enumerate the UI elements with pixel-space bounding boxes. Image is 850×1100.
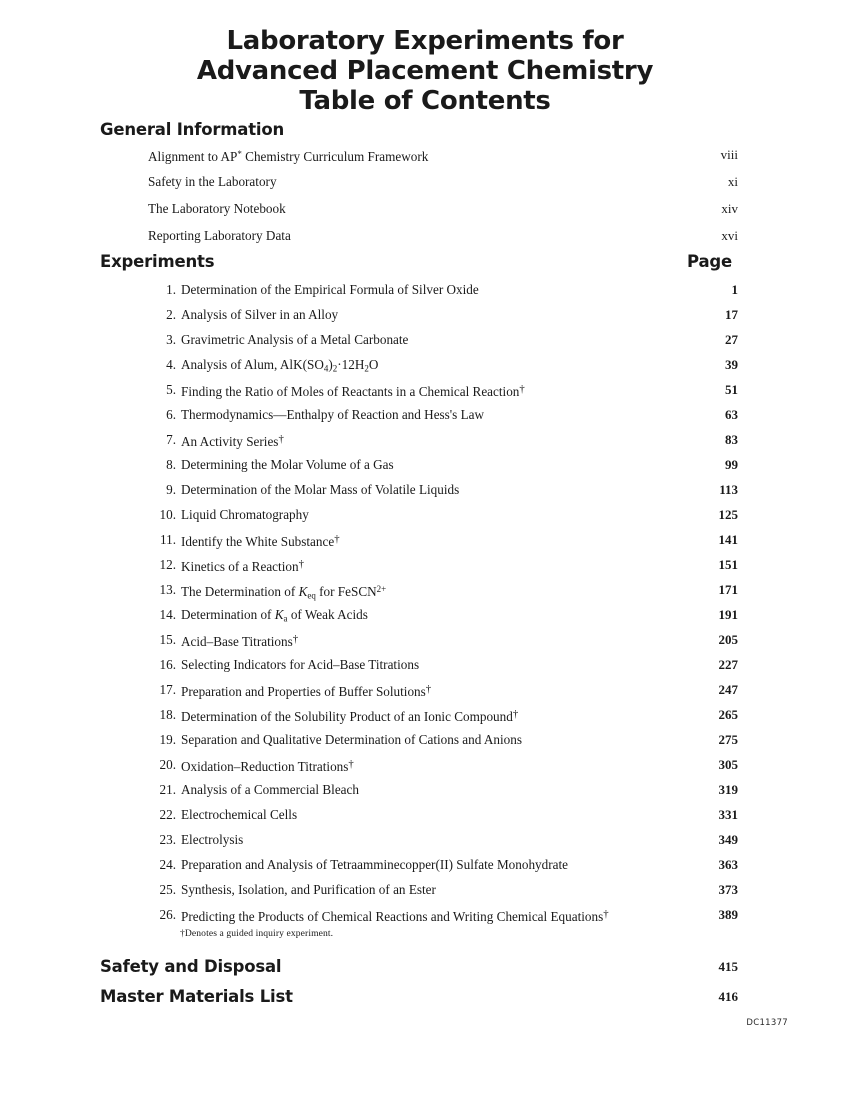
- experiment-number: 15.: [159, 632, 176, 647]
- experiment-page: 265: [718, 707, 738, 722]
- experiment-number: 12.: [159, 557, 176, 572]
- toc-entry-experiment[interactable]: [148, 456, 738, 473]
- section-heading-general-information: General Information: [100, 120, 285, 139]
- experiment-page: 331: [718, 807, 738, 822]
- experiment-page: 83: [725, 432, 738, 447]
- experiment-number: 22.: [159, 807, 176, 822]
- experiment-title: Kinetics of a Reaction†: [181, 558, 304, 575]
- toc-entry-general[interactable]: [148, 173, 738, 190]
- toc-entry-experiment[interactable]: [148, 481, 738, 498]
- experiment-page: 171: [718, 582, 738, 597]
- toc-entry-experiment[interactable]: [148, 881, 738, 898]
- experiment-number: 13.: [159, 582, 176, 597]
- toc-entry-experiment[interactable]: [148, 306, 738, 323]
- experiment-number: 19.: [159, 732, 176, 747]
- experiment-title: Gravimetric Analysis of a Metal Carbonate: [181, 332, 409, 347]
- experiment-number: 5.: [166, 382, 176, 397]
- toc-entry-general[interactable]: [148, 146, 738, 163]
- page-title: [0, 26, 850, 116]
- experiment-page: 151: [718, 557, 738, 572]
- toc-entry-experiment[interactable]: [148, 331, 738, 348]
- toc-entry-page: xi: [727, 174, 738, 189]
- experiment-number: 16.: [159, 657, 176, 672]
- experiment-number: 14.: [159, 607, 176, 622]
- experiment-title: Separation and Qualitative Determination of Cations and Anions: [181, 732, 522, 747]
- toc-entry-general[interactable]: [148, 227, 738, 244]
- toc-entry-experiment[interactable]: [148, 506, 738, 523]
- experiment-number: 18.: [159, 707, 176, 722]
- back-matter-label: Safety and Disposal: [100, 957, 282, 976]
- experiment-title: Determination of the Molar Mass of Volatile Liquids: [181, 482, 460, 497]
- experiment-page: 39: [725, 357, 738, 372]
- experiment-title: Determination of the Solubility Product of an Ionic Compound†: [181, 708, 519, 725]
- toc-entry-experiment[interactable]: [148, 806, 738, 823]
- experiment-title: Thermodynamics—Enthalpy of Reaction and Hess's Law: [181, 407, 485, 422]
- experiment-number: 1.: [166, 282, 176, 297]
- toc-entry-experiment[interactable]: [148, 356, 738, 373]
- experiment-page: 275: [718, 732, 738, 747]
- experiment-title: Finding the Ratio of Moles of Reactants in a Chemical Reaction†: [181, 383, 525, 400]
- experiment-number: 20.: [159, 757, 176, 772]
- experiment-number: 24.: [159, 857, 176, 872]
- experiment-page: 99: [725, 457, 738, 472]
- toc-entry-experiment[interactable]: [148, 706, 738, 723]
- back-matter-label: Master Materials List: [100, 987, 293, 1006]
- experiment-title: Electrochemical Cells: [181, 807, 298, 822]
- toc-entry-experiment[interactable]: [148, 581, 738, 601]
- experiment-title: Electrolysis: [181, 832, 244, 847]
- title-line-2: Advanced Placement Chemistry: [196, 56, 654, 86]
- experiment-page: 389: [718, 907, 738, 922]
- experiment-number: 11.: [160, 532, 176, 547]
- toc-entry-page: xiv: [721, 201, 738, 216]
- experiment-page: 191: [718, 607, 738, 622]
- experiment-number: 6.: [166, 407, 176, 422]
- experiment-title: An Activity Series†: [181, 433, 284, 450]
- experiment-page: 205: [718, 632, 738, 647]
- experiment-page: 373: [718, 882, 738, 897]
- toc-entry-experiment[interactable]: [148, 906, 738, 923]
- experiment-page: 227: [718, 657, 738, 672]
- experiment-page: 63: [725, 407, 738, 422]
- experiment-number: 7.: [166, 432, 176, 447]
- toc-entry-experiment[interactable]: [148, 656, 738, 673]
- experiment-page: 247: [718, 682, 738, 697]
- experiment-title: Analysis of Alum, $AlK(SO_4)_2\cdot 12H_2O$: [181, 357, 379, 374]
- toc-entry-experiment[interactable]: [148, 281, 738, 298]
- section-heading-experiments: Experiments: [100, 252, 215, 271]
- experiment-title: Determination of the Empirical Formula of Silver Oxide: [181, 282, 479, 297]
- experiment-number: 9.: [166, 482, 176, 497]
- toc-entry-experiment[interactable]: [148, 756, 738, 773]
- experiment-title: The Determination of $K_{eq}$ for FeSCN$^{2+}$: [181, 583, 387, 601]
- toc-entry-experiment[interactable]: [148, 631, 738, 648]
- toc-entry-experiment[interactable]: [148, 681, 738, 698]
- experiment-title: Synthesis, Isolation, and Purification of an Ester: [181, 882, 436, 897]
- toc-entry-safety-and-disposal[interactable]: [100, 956, 738, 978]
- toc-entry-experiment[interactable]: [148, 531, 738, 548]
- experiment-number: 2.: [166, 307, 176, 322]
- experiment-number: 10.: [159, 507, 176, 522]
- column-header-page: Page: [687, 252, 732, 271]
- title-line-1: Laboratory Experiments for: [226, 26, 624, 56]
- experiment-title: Analysis of Silver in an Alloy: [181, 307, 339, 322]
- experiment-page: 125: [718, 507, 738, 522]
- experiment-title: Determination of $K_a$ of Weak Acids: [181, 607, 368, 624]
- experiment-number: 21.: [159, 782, 176, 797]
- toc-entry-experiment[interactable]: [148, 556, 738, 573]
- title-line-3: Table of Contents: [299, 86, 551, 116]
- experiment-number: 25.: [159, 882, 176, 897]
- footnote-guided-inquiry: †Denotes a guided inquiry experiment.: [180, 928, 334, 939]
- experiment-number: 26.: [159, 907, 176, 922]
- experiment-page: 1: [731, 282, 738, 297]
- experiment-number: 8.: [166, 457, 176, 472]
- experiment-title: Analysis of a Commercial Bleach: [181, 782, 359, 797]
- experiment-page: 17: [725, 307, 738, 322]
- experiment-number: 4.: [166, 357, 176, 372]
- toc-entry-title: The Laboratory Notebook: [148, 201, 286, 216]
- toc-entry-experiment[interactable]: [148, 731, 738, 748]
- toc-entry-experiment[interactable]: [148, 431, 738, 448]
- toc-entry-page: xvi: [721, 228, 738, 243]
- toc-entry-title: Safety in the Laboratory: [148, 174, 277, 189]
- toc-entry-experiment[interactable]: [148, 381, 738, 398]
- experiment-number: 17.: [159, 682, 176, 697]
- experiment-page: 51: [725, 382, 738, 397]
- toc-entry-experiment[interactable]: [148, 856, 738, 873]
- experiment-title: Liquid Chromatography: [181, 507, 309, 522]
- experiment-page: 319: [718, 782, 738, 797]
- experiment-page: 363: [718, 857, 738, 872]
- experiment-title: Selecting Indicators for Acid–Base Titrations: [181, 657, 420, 672]
- toc-entry-title: Alignment to AP* Chemistry Curriculum Framework: [148, 148, 429, 164]
- experiment-page: 141: [718, 532, 738, 547]
- toc-entry-page: viii: [720, 147, 738, 162]
- experiment-page: 349: [718, 832, 738, 847]
- toc-entry-experiment[interactable]: [148, 606, 738, 623]
- toc-entry-general[interactable]: [148, 200, 738, 217]
- experiment-page: 27: [725, 332, 738, 347]
- experiment-number: 23.: [159, 832, 176, 847]
- experiment-title: Preparation and Analysis of Tetraamminecopper(II) Sulfate Monohydrate: [181, 857, 569, 872]
- toc-entry-experiment[interactable]: [148, 406, 738, 423]
- back-matter-page: 416: [718, 989, 738, 1004]
- experiment-title: Identify the White Substance†: [181, 533, 340, 550]
- experiment-title: Predicting the Products of Chemical Reactions and Writing Chemical Equations†: [181, 908, 609, 925]
- toc-entry-experiment[interactable]: [148, 781, 738, 798]
- experiment-number: 3.: [166, 332, 176, 347]
- toc-entry-title: Reporting Laboratory Data: [148, 228, 291, 243]
- toc-entry-master-materials-list[interactable]: [100, 986, 738, 1008]
- experiment-title: Preparation and Properties of Buffer Solutions†: [181, 683, 432, 700]
- experiment-title: Oxidation–Reduction Titrations†: [181, 758, 354, 775]
- document-code: DC11377: [746, 1018, 788, 1028]
- back-matter-page: 415: [718, 959, 738, 974]
- experiment-page: 113: [719, 482, 738, 497]
- experiment-page: 305: [718, 757, 738, 772]
- experiment-title: Acid–Base Titrations†: [181, 633, 299, 650]
- experiment-title: Determining the Molar Volume of a Gas: [181, 457, 394, 472]
- toc-entry-experiment[interactable]: [148, 831, 738, 848]
